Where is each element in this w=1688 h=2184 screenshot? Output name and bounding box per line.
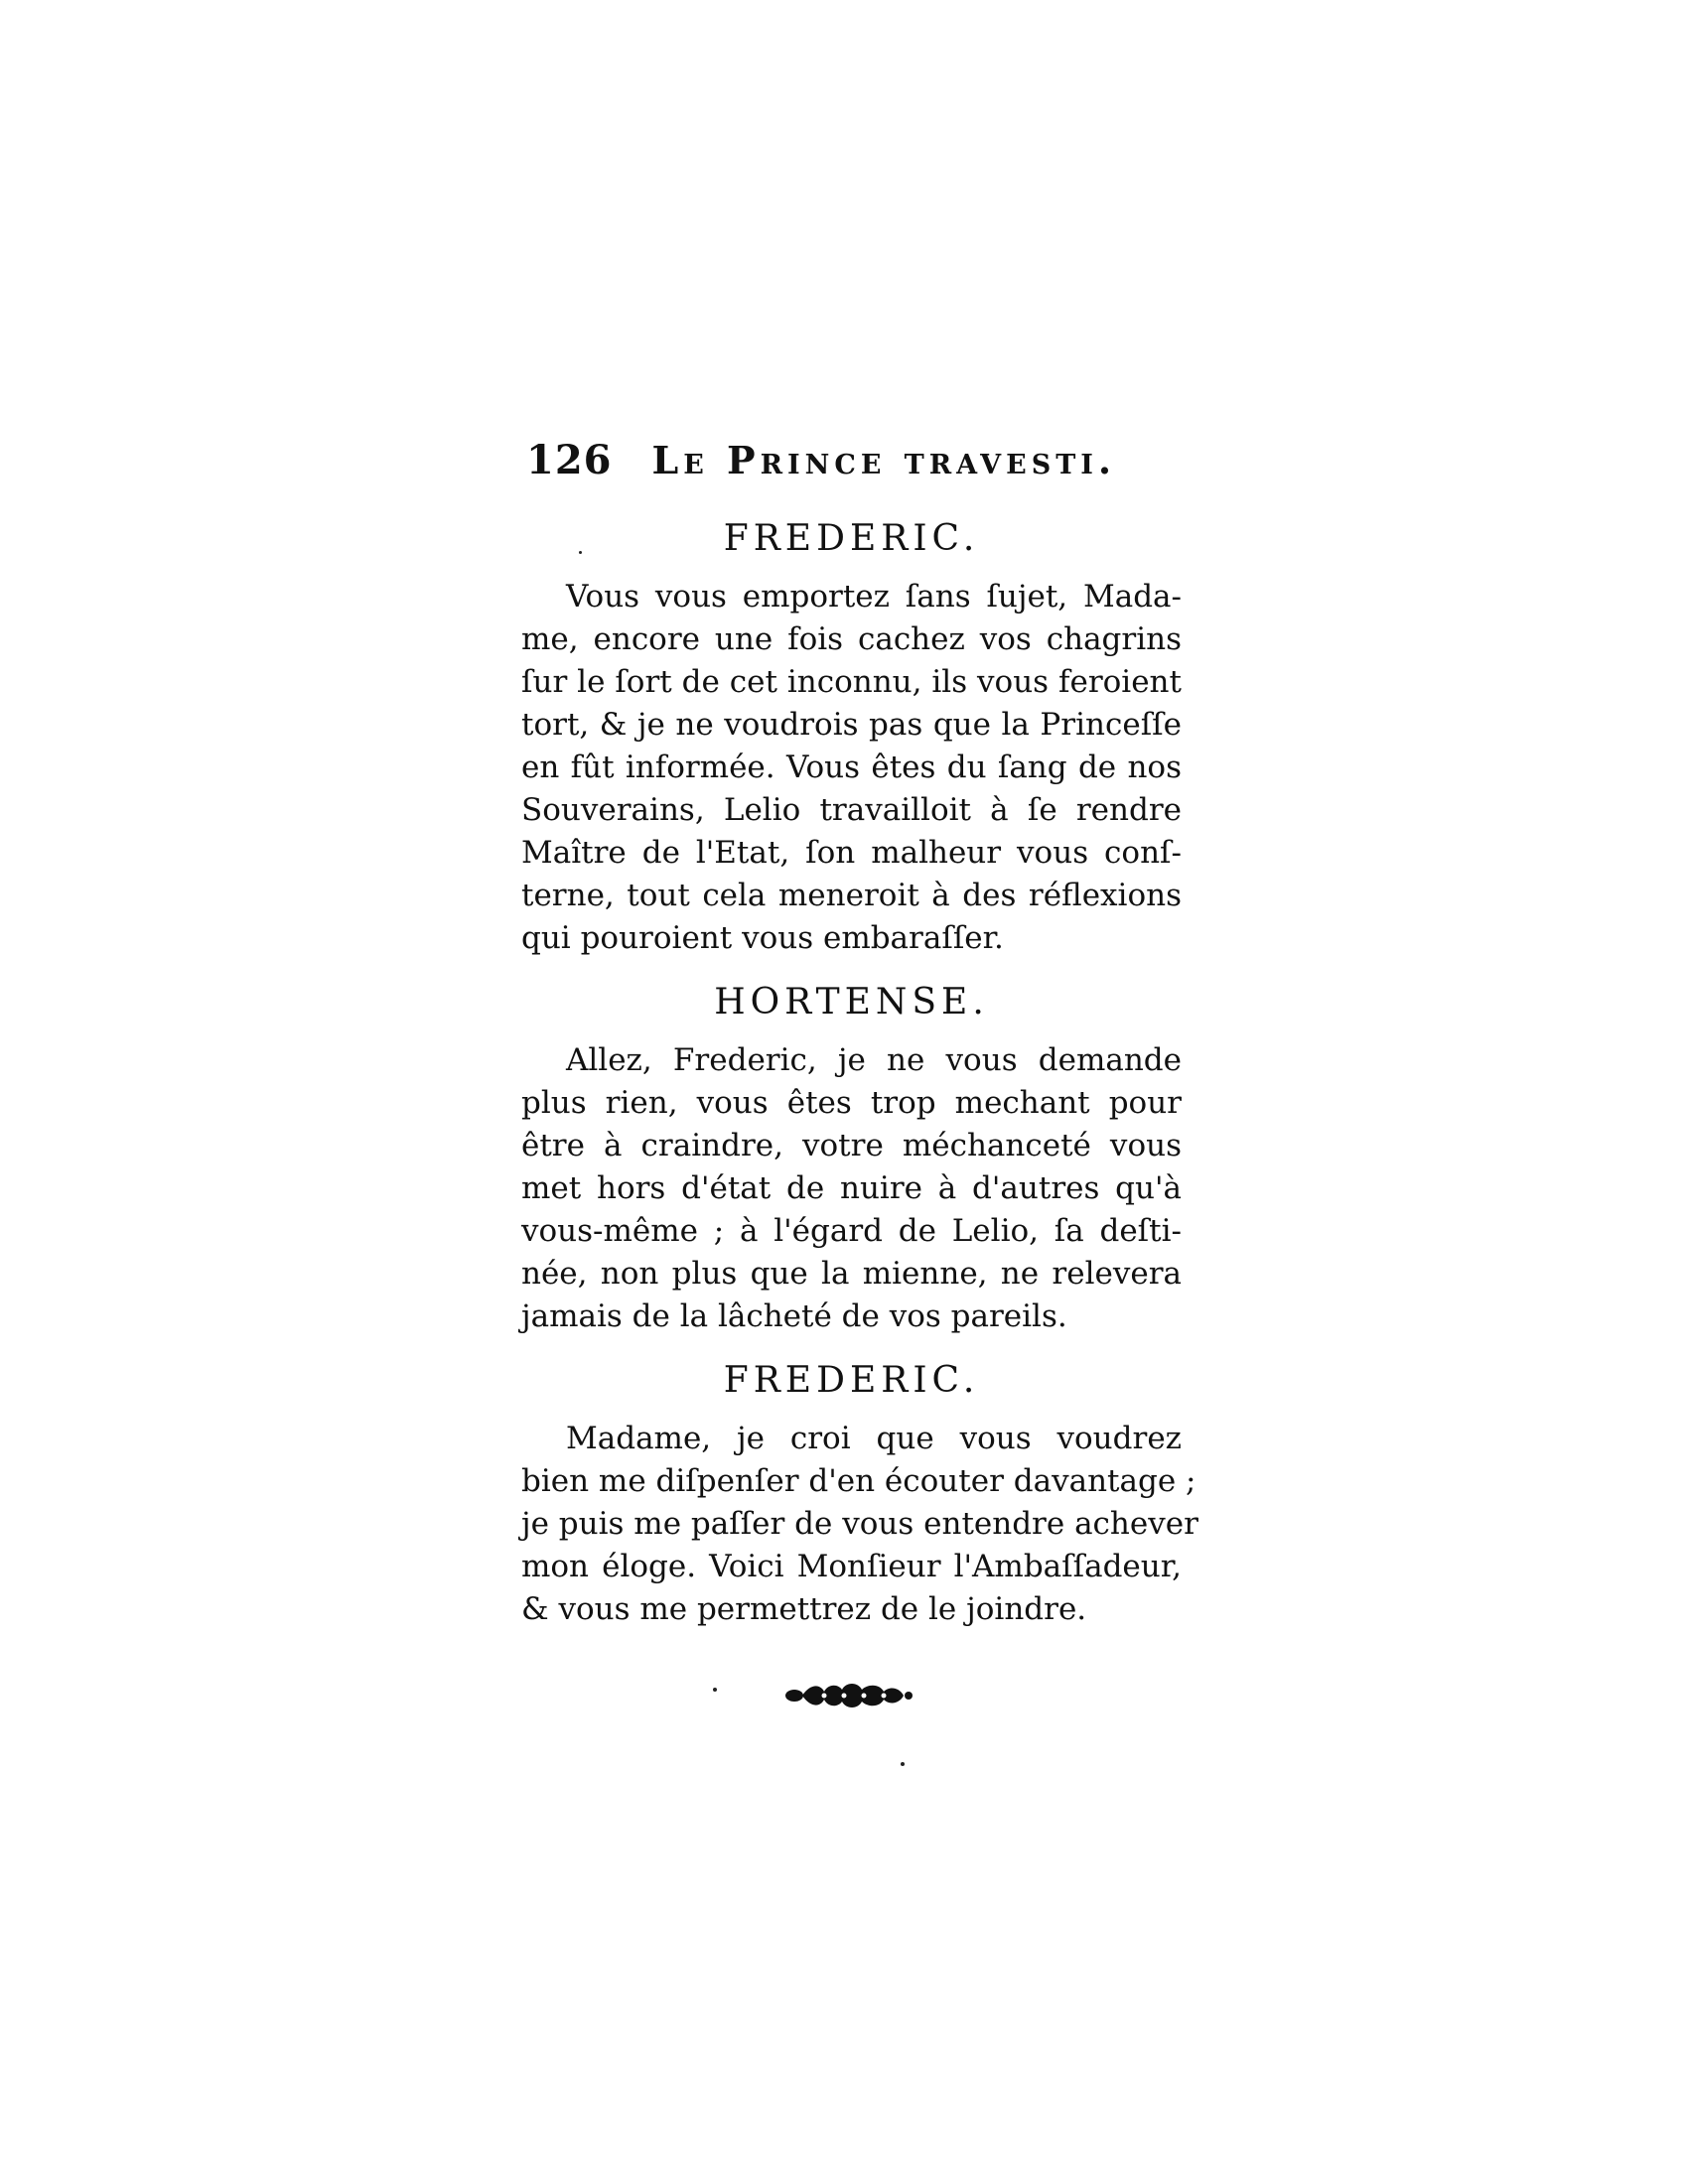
speech-line: met hors d'état de nuire à d'autres qu'à: [521, 1170, 1182, 1206]
speech-line: tort, & je ne voudrois pas que la Princeſſe: [521, 707, 1182, 743]
speech-line: terne, tout cela meneroit à des réflexions: [521, 878, 1182, 913]
speech-paragraph: [521, 576, 1182, 960]
speech-line: Souverains, Lelio travailloit à ſe rendre: [521, 792, 1182, 828]
ink-speck: [901, 1762, 905, 1766]
ink-speck: [579, 551, 582, 554]
speech-line: en fût informée. Vous êtes du ſang de nos: [521, 750, 1182, 785]
speech-line: & vous me permettrez de le joindre.: [521, 1591, 1087, 1627]
speech-line: Madame, je croi que vous voudrez: [566, 1421, 1182, 1456]
speech-line: être à craindre, votre méchanceté vous: [521, 1128, 1182, 1163]
speaker-name: FREDERIC.: [723, 518, 980, 559]
speech-line: me, encore une fois cachez vos chagrins: [521, 621, 1182, 657]
speech-paragraph: [521, 1418, 1198, 1631]
speech-line: vous-même ; à l'égard de Lelio, ſa deſti-: [521, 1213, 1182, 1249]
speech-line: bien me diſpenſer d'en écouter davantage ;: [521, 1463, 1196, 1499]
speech-line: née, non plus que la mienne, ne relevera: [521, 1256, 1182, 1292]
running-title: Le Prince travesti.: [651, 438, 1117, 482]
speaker-name: FREDERIC.: [723, 1360, 980, 1401]
speech-line: plus rien, vous êtes trop mechant pour: [521, 1085, 1182, 1121]
fleuron-ornament-icon: [784, 1676, 914, 1715]
speech-line: mon éloge. Voici Monſieur l'Ambaſſadeur,: [521, 1549, 1182, 1584]
speech-line: je puis me paſſer de vous entendre achever: [521, 1506, 1198, 1542]
speech-paragraph: [521, 1039, 1182, 1338]
speech-line: ſur le ſort de cet inconnu, ils vous feroient: [521, 664, 1182, 700]
speech-line: Maître de l'Etat, ſon malheur vous conſ-: [521, 835, 1182, 871]
page-number: 126: [526, 437, 613, 483]
speech-line: jamais de la lâcheté de vos pareils.: [521, 1298, 1067, 1334]
text-block: [521, 496, 1198, 1631]
running-head: [526, 437, 1201, 496]
ink-speck: [713, 1688, 717, 1692]
speaker-name: HORTENSE.: [714, 982, 989, 1023]
section-1: [521, 508, 1182, 960]
speech-line: qui pouroient vous embaraſſer.: [521, 920, 1004, 956]
speech-line: Allez, Frederic, je ne vous demande: [566, 1042, 1182, 1078]
speech-line: Vous vous emportez ſans ſujet, Mada-: [566, 579, 1182, 614]
section-2: [521, 972, 1182, 1338]
section-3: [521, 1350, 1198, 1631]
